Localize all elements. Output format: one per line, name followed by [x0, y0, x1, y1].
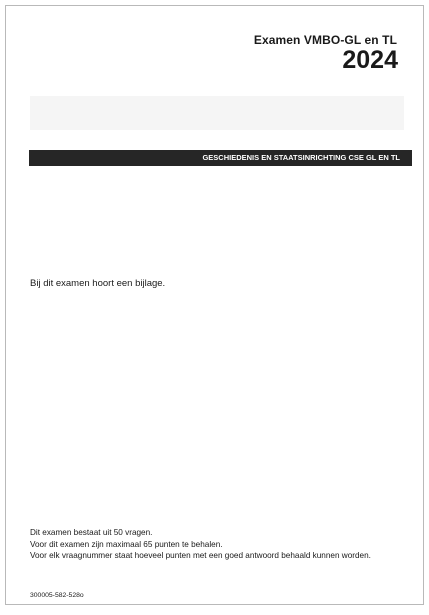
grey-band: [30, 96, 404, 130]
info-line-questions: Dit examen bestaat uit 50 vragen.: [30, 528, 153, 537]
exam-cover-page: [5, 5, 424, 605]
exam-title: Examen VMBO-GL en TL: [253, 33, 397, 47]
info-line-scoring: Voor elk vraagnummer staat hoeveel punten met een goed antwoord behaald kunnen worden.: [30, 551, 371, 560]
bijlage-note: Bij dit examen hoort een bijlage.: [30, 278, 166, 289]
exam-year: 2024: [342, 46, 398, 74]
document-code: 300005-582-528o: [30, 592, 84, 599]
exam-info: [30, 527, 390, 562]
info-line-points: Voor dit examen zijn maximaal 65 punten te behalen.: [30, 539, 223, 549]
subject-bar: GESCHIEDENIS EN STAATSINRICHTING CSE GL EN TL: [29, 150, 412, 166]
